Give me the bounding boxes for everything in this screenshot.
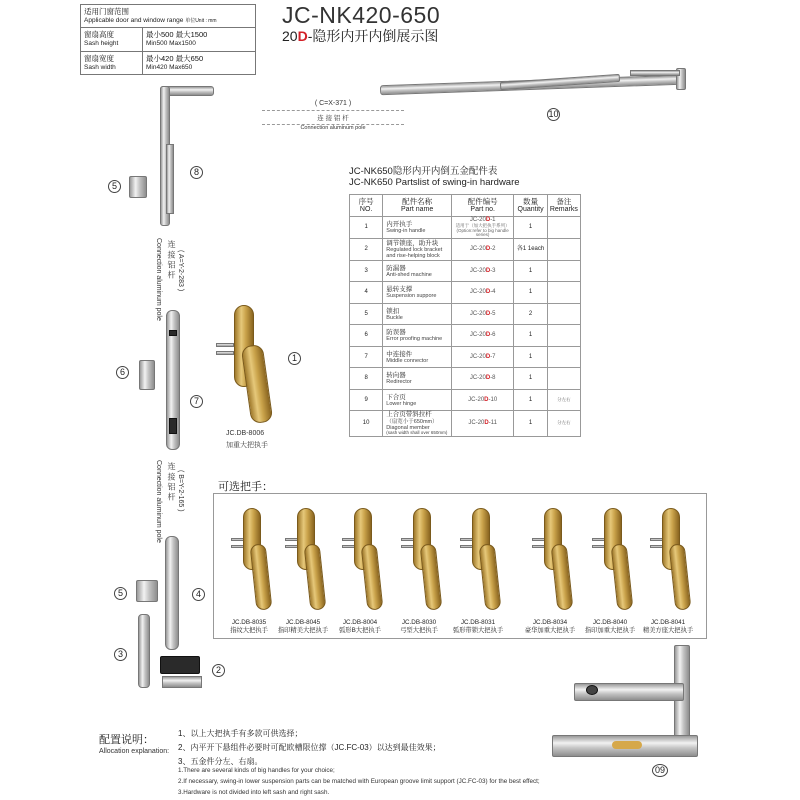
row-part-no: JC-20D-7	[451, 346, 513, 368]
table-row	[350, 217, 581, 239]
handle-image	[592, 508, 642, 614]
handle-code: JC.DB-8030	[401, 619, 437, 626]
part-number-8: 8	[190, 166, 203, 179]
handle-name: 指纹大把执手	[230, 626, 268, 634]
row-remark	[547, 325, 580, 347]
sash-width-value: 最小420 最大650 Min420 Max650	[143, 51, 256, 74]
col-quantity: 数量 Quantity	[514, 195, 547, 217]
middle-connector-part	[162, 310, 186, 450]
lower-hinge-part	[552, 645, 702, 765]
handle-code: JC.DB-8035	[231, 619, 267, 626]
diagonal-member-part	[380, 68, 692, 96]
row-quantity: 1	[514, 411, 547, 436]
row-part-name: 悬转支撑 Suspension suppore	[383, 282, 452, 304]
row-part-no: JC-20D-2	[451, 239, 513, 261]
handle-code: JC.DB-8045	[285, 619, 321, 626]
row-quantity: 各1 1each	[514, 239, 547, 261]
part-number-3: 3	[114, 648, 127, 661]
part-number-4: 4	[192, 588, 205, 601]
pole-a-zh: 连 接 铝 杆	[167, 240, 176, 279]
handle-image	[532, 508, 582, 614]
col-remarks: 备注 Remarks	[547, 195, 580, 217]
sash-width-label: 窗扇宽度 Sash width	[81, 51, 143, 74]
parts-table-header	[350, 195, 581, 217]
anti-shed-part	[138, 614, 150, 688]
row-quantity: 1	[514, 217, 547, 239]
table-row	[350, 325, 581, 347]
lock-bracket-part	[160, 656, 208, 692]
handle-name: 豪华加重大把执手	[524, 626, 576, 634]
part-number-7: 7	[190, 395, 203, 408]
note-line-3: 3、五金件分左、右扇。	[178, 757, 263, 766]
redirector-part	[158, 84, 218, 234]
buckle-part-lower	[136, 580, 158, 602]
handle-name: 指印精美大把执手	[277, 626, 329, 634]
row-no: 7	[350, 346, 383, 368]
table-row	[350, 368, 581, 390]
handle-image	[231, 508, 281, 614]
handle-caption	[446, 619, 510, 635]
table-row	[350, 239, 581, 261]
row-quantity: 1	[514, 282, 547, 304]
row-part-no: JC-20D-1 适用于（加大把执手系列）(Option:refer to big handle series)	[451, 217, 513, 239]
handle-name: 精美方座大把执手	[642, 626, 694, 634]
parts-table-title: JC-NK650隐形内开内倒五金配件表 JC-NK650 Partslist of swing-in hardware	[349, 166, 520, 189]
row-no: 3	[350, 260, 383, 282]
row-quantity: 1	[514, 260, 547, 282]
row-part-name: 上合页带斜拉杆 （扇宽小于650mm） Diagonal member (sash width shall over 650mm)	[383, 411, 452, 436]
main-handle-image	[216, 305, 276, 427]
handle-image	[401, 508, 451, 614]
handle-caption	[271, 619, 335, 635]
row-quantity: 1	[514, 346, 547, 368]
row-part-name: 调节锁座，助升块 Regulated lock bracket and rise-helping block	[383, 239, 452, 261]
row-part-no: JC-20D-8	[451, 368, 513, 390]
handle-name: 弓型大把执手	[400, 626, 438, 634]
handle-code: JC.DB-8041	[650, 619, 686, 626]
row-quantity: 1	[514, 368, 547, 390]
part-number-2: 2	[212, 664, 225, 677]
parts-table	[349, 194, 581, 437]
table-row	[350, 411, 581, 436]
table-row	[350, 282, 581, 304]
col-no: 序号 NO.	[350, 195, 383, 217]
table-row	[350, 346, 581, 368]
part-number-5-lower: 5	[114, 587, 127, 600]
row-part-name: 下合页 Lower hinge	[383, 389, 452, 411]
note-line-1: 1、以上大把执手有多款可供选择；	[178, 729, 303, 738]
row-remark	[547, 303, 580, 325]
part-number-6: 6	[116, 366, 129, 379]
handle-code: JC.DB-8040	[592, 619, 628, 626]
row-part-name: 中连接件 Middle connector	[383, 346, 452, 368]
error-proofing-part	[139, 360, 155, 390]
row-part-no: JC-20D-6	[451, 325, 513, 347]
note-en-1: 1.There are several kinds of big handles for your choice;	[178, 767, 335, 774]
row-remark	[547, 217, 580, 239]
note-en-3: 3.Hardware is not divided into left sash and right sash.	[178, 789, 330, 796]
row-no: 2	[350, 239, 383, 261]
pole-b-en: Connection aluminum pole	[155, 460, 162, 543]
col-part-name: 配件名称 Part name	[383, 195, 452, 217]
row-no: 9	[350, 389, 383, 411]
handle-caption	[387, 619, 451, 635]
sash-height-label: 窗扇高度 Sash height	[81, 28, 143, 51]
row-no: 6	[350, 325, 383, 347]
row-part-no: JC-20D-10	[451, 389, 513, 411]
handle-image	[650, 508, 700, 614]
handle-code: JC.DB-8031	[460, 619, 496, 626]
row-remark: 分左右	[547, 411, 580, 436]
row-remark	[547, 260, 580, 282]
note-line-2: 2、内平开下悬组件必要时可配欧槽限位撑（JC.FC-03）以达到最佳效果；	[178, 743, 441, 752]
handle-name: 弧形带锁大把执手	[452, 626, 504, 634]
allocation-title: 配置说明： Allocation explanation:	[99, 734, 170, 755]
row-part-no: JC-20D-3	[451, 260, 513, 282]
handle-caption	[636, 619, 700, 635]
table-row	[350, 303, 581, 325]
row-part-no: JC-20D-5	[451, 303, 513, 325]
row-no: 10	[350, 411, 383, 436]
row-part-no: JC-20D-11	[451, 411, 513, 436]
row-no: 5	[350, 303, 383, 325]
row-remark	[547, 239, 580, 261]
row-no: 4	[350, 282, 383, 304]
row-quantity: 1	[514, 389, 547, 411]
part-number-9: 09	[652, 764, 668, 777]
main-handle-code: JC.DB-8006	[226, 430, 265, 437]
row-remark	[547, 282, 580, 304]
row-part-name: 转向器 Redirector	[383, 368, 452, 390]
handle-image	[342, 508, 392, 614]
handle-name: 指印加重大把执手	[584, 626, 636, 634]
sash-height-value: 最小500 最大1500 Min500 Max1500	[143, 28, 256, 51]
row-part-name: 防漏器 Anti-shed machine	[383, 260, 452, 282]
row-no: 1	[350, 217, 383, 239]
main-handle-name: 加重大把执手	[226, 442, 268, 449]
row-no: 8	[350, 368, 383, 390]
handle-caption	[578, 619, 642, 635]
suspension-support-part	[165, 536, 179, 650]
note-en-2: 2.If necessary, swing-in lower suspension parts can be matched with European groove limit support (JC.FC-03) for the best effect;	[178, 778, 540, 785]
row-quantity: 1	[514, 325, 547, 347]
row-remark	[547, 346, 580, 368]
range-header: 适用门窗范围 Applicable door and window range 单位Unit : mm	[81, 5, 256, 28]
pole-a-formula: ( A=Y-2-283 )	[177, 250, 184, 292]
page-subtitle: 20D-隐形内开内倒展示图	[282, 28, 439, 44]
optional-handles-label: 可选把手：	[218, 481, 273, 493]
sash-range-table	[80, 4, 256, 75]
row-part-no: JC-20D-4	[451, 282, 513, 304]
col-part-no: 配件编号 Part no.	[451, 195, 513, 217]
handle-code: JC.DB-8034	[532, 619, 568, 626]
row-part-name: 内开执手 Swing-in handle	[383, 217, 452, 239]
row-part-name: 防误器 Error proofing machine	[383, 325, 452, 347]
handle-caption	[328, 619, 392, 635]
handle-code: JC.DB-8004	[342, 619, 378, 626]
handle-image	[460, 508, 510, 614]
handle-image	[285, 508, 335, 614]
part-number-1: 1	[288, 352, 301, 365]
top-pole-label: ( C=X-371 ) 连 接 铝 杆 Connection aluminum pole	[262, 100, 404, 131]
handle-caption	[518, 619, 582, 635]
buckle-part-upper	[129, 176, 147, 198]
pole-b-zh: 连 接 铝 杆	[167, 462, 176, 501]
table-row	[350, 260, 581, 282]
handle-name: 弧形B大把执手	[339, 626, 381, 634]
part-number-10: 10	[548, 109, 559, 119]
row-part-name: 锁扣 Buckle	[383, 303, 452, 325]
row-quantity: 2	[514, 303, 547, 325]
pole-a-en: Connection aluminum pole	[155, 238, 162, 321]
row-remark: 分左右	[547, 389, 580, 411]
pole-b-formula: ( B=Y-2-165 )	[177, 470, 184, 512]
row-remark	[547, 368, 580, 390]
table-row	[350, 389, 581, 411]
page-title: JC-NK420-650	[282, 2, 441, 28]
part-number-5-upper: 5	[108, 180, 121, 193]
